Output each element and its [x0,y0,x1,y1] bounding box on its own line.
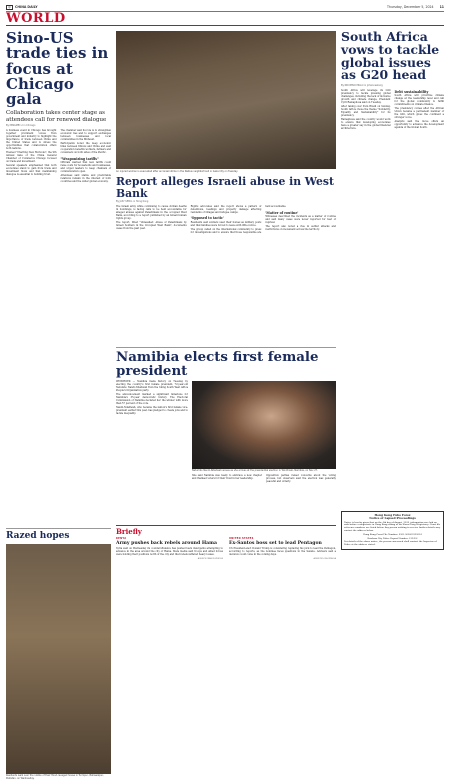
brief-text: Syria said on Wednesday its counteroffensive has pushed back insurgents attempting to advance in the area around the city of Hama. State media said troops and allied forces were holding their positions north of the city and that rebels suffered heavy losses. [116,547,223,556]
brief-text: US President-elect Donald Trump is considering replacing his pick to lead the Pentagon, according to reports, as the nominee faces questions in the Senate. Advisers said a decision could come in the coming days. [229,547,336,556]
lead-paragraph: The chamber said its role is to strengthen economic ties and to support exchanges between businesses and local communities in the Midwest. [60,128,111,141]
south-africa-paragraph: The presidency comes after the African Union became a permanent member of the G20, which gives the continent a stronger voice. [394,107,444,119]
lead-paragraph: Attendees said stable and predictable relations remain in the interest of both countries and the wider global economy. [60,173,111,183]
lead-subhead: "Weaponizing tariffs" [60,156,99,161]
south-africa-paragraph: Analysts said the move offers an opportunity to advance the development agenda of the Global South. [394,120,444,129]
south-africa-subhead: Debt sustainability [394,89,429,94]
lead-headline: Sino-US trade ties in focus at Chicago gala [6,29,109,109]
westbank-body [116,206,336,344]
namibia-president-photo [192,381,336,469]
westbank-headline: Report alleges Israeli abuse in West Bank [116,175,334,200]
gaza-evacuation-photo [116,31,336,169]
flood-photo-caption: Residents walk over the rubble of their flood-ravaged house in Turmpur, Bahawalpur, Pakistan, on Wednesday. [6,774,104,781]
namibia-headline: Namibia elects first female president [116,347,336,378]
south-africa-paragraph: South Africa will leverage its G20 presidency to tackle pressing global challenges, including the lack of inclusive growth and climate change, President Cyril Ramaphosa said on Tuesday. [341,88,391,104]
lead-paragraph: Several speakers emphasized that both economies stand to gain from trade and investment flows and that maintaining dialogue is essential to building trust. [6,163,57,176]
content-grid [6,29,444,781]
china-daily-logo-icon: 中 [6,5,13,10]
notice-company: Hong Kong Fubo Forex [374,512,411,517]
south-africa-paragraph: After taking over from Brazil on Sunday, South Africa chose the theme "Solidarity, Equality and Sustainability" for its presidency. [341,104,391,117]
page-number: 11 [439,4,444,9]
lead-paragraph: Participants noted the deep economic links between Illinois and China and said cooperation benefits workers, farmers and consumers on both sides of the Pacific. [60,141,111,154]
briefly-items [116,538,336,560]
notice-reference: Hong Kong Court File Number: 4301-900003232024 [363,532,422,536]
flood-rubble-photo [6,544,111,774]
brief-headline: Army pushes back rebels around Hama [116,541,217,547]
brief-region: UNITED STATES [229,537,254,541]
middle-column [116,31,336,743]
briefly-title: Briefly [116,526,142,536]
namibia-paragraph: Opposition parties raised concerns about the voting process, but observers said the election was generally peaceful and orderly. [266,474,336,484]
namibia-paragraph: Nandi-Ndaitwah, who became the nation's first female vice-president earlier this year, has pledged to create jobs and to tackle inequality. [116,405,188,415]
razed-headline: Razed hopes [6,528,111,542]
lead-paragraph: Officials warned that new tariffs could raise costs for households and businesses, and urged leaders to keep channels of communication open. [60,160,111,173]
brief-item [229,538,336,560]
westbank-subhead: 'Matter of routine' [265,210,299,215]
south-africa-headline: South Africa vows to tackle global issues as G20 head [341,29,440,83]
gaza-photo-caption: An injured woman is evacuated after an Israeli strike in the Nablus neighborhood in Gaza City on Tuesday. [116,169,238,173]
lead-paragraph: Themed "Charting New Horizons", the 9th Annual Gala of the China General Chamber of Commerce Chicago focused on trade and investment. [6,150,57,163]
westbank-byline: By JAN YUMUL in Hong Kong [116,200,149,204]
south-africa-paragraph: Ramaphosa said the country would work to ensure that developing economies have a greater say in the global financial architecture. [341,117,391,130]
section-header [6,12,444,26]
notice-body: Notice is hereby given that on the 4th day of August, 2024, information was laid on oath before a magistrate in Hong Kong sitting at the Kwun Tong Magistracy. Court file reference numbers are listed below. Any person wishing to receive further details may contact the address below. [344,520,441,532]
brief-item [116,538,223,560]
section-title: WORLD [6,10,66,26]
namibia-story [116,381,336,521]
briefly-section [116,525,336,560]
publication-name [6,5,38,10]
lead-deck: Collaboration takes center stage as attendees call for renewed dialogue [6,110,107,123]
westbank-subhead: 'Opposed to tactic' [190,216,224,221]
legal-notice [341,511,444,550]
namibia-media [192,381,336,521]
namibia-paragraph: WINDHOEK — Namibia made history on Tuesday by electing the country's first female president, 72-year-old Netumbo Nandi-Ndaitwah from the ruling South West Africa People's Organization party. [116,379,188,392]
namibia-body-continued [192,475,336,521]
notice-title: Notice of Lapsed Proceedings [369,516,416,521]
lead-body [6,130,111,525]
publication-title: CHINA DAILY [15,4,38,9]
masthead [6,4,444,12]
westbank-paragraph: Rights advocates said the report shows a pattern of detentions, beatings and property damage affecting residents of villages and refugee camps. [190,204,262,214]
south-africa-byline: By NDUMISO MILLO in Johannesburg [341,84,383,88]
south-africa-paragraph: South Africa will prioritize climate change at the leadership level and call for the global community to fulfill commitments on climate finance. [394,94,444,106]
right-column [341,31,444,743]
lead-paragraph: A business event in Chicago has brought together prominent voices from government and industry to highlight the importance of trade between China and the United States and to stress the opportunities that collaboration offers both nations. [6,128,57,150]
south-africa-body [341,90,444,508]
masthead-meta [387,6,444,10]
namibia-body [116,381,188,521]
namibia-paragraph: The announcement marked a significant milestone for Namibia's 35-year democratic history. The Electoral Commission of Namibia declared her the winner with more than 57 percent of the vote. [116,392,188,405]
westbank-paragraph: Witnesses described the incidents as a matter of routine and said many cases were never reported for fear of reprisal. [265,214,336,224]
westbank-paragraph: Residents said soldiers used their homes as military posts and that families were forced to leave with little notice. [190,220,262,227]
brief-agency: AGENCIES VIA XINHUA [313,557,336,560]
brief-region: KENYA [116,537,127,541]
notice-contact: For details of the above notice, the person concerned shall contact the Inspector of Police at the address stated. [344,540,437,547]
westbank-paragraph: The report, titled "Unleashed: Abuse of Palestinians by Israeli Soldiers in the Occupied West Bank", documents cases from the past year. [116,220,187,230]
lead-byline: By MINGMEI LI in Chicago [6,124,36,128]
westbank-paragraph: The Israeli army while continuing to cause civilian deaths in bombings, is facing calls to be held accountable for alleged abuses against Palestinians in the occupied West Bank, according to a report published by an Israeli human rights group. [116,204,187,220]
westbank-paragraph: The report also noted a rise in settler attacks and restrictions on movement across the territory. [265,224,336,231]
brief-headline: Ex-Santos boss set to lead Pentagon [229,541,322,547]
brief-agency: AGENCE FRANCE-PRESSE [197,557,223,560]
lead-story-column [6,29,111,781]
westbank-paragraph: The group called on the international community to press for investigations and to ensure that those responsible are held accountable. [190,204,287,234]
issue-date: Thursday, December 5, 2024 [387,4,434,9]
namibia-photo-caption: Netumbo Nandi-Ndaitwah waves as she arrives at the presidential election in Windhoek, Namibia, on Nov 27. [192,469,318,473]
notice-reference: Kowloon City Police Report Number: 123456 [367,536,418,540]
namibia-paragraph: She said Namibia was ready to embrace a new chapter and thanked voters for their trust in her leadership. [192,474,262,481]
